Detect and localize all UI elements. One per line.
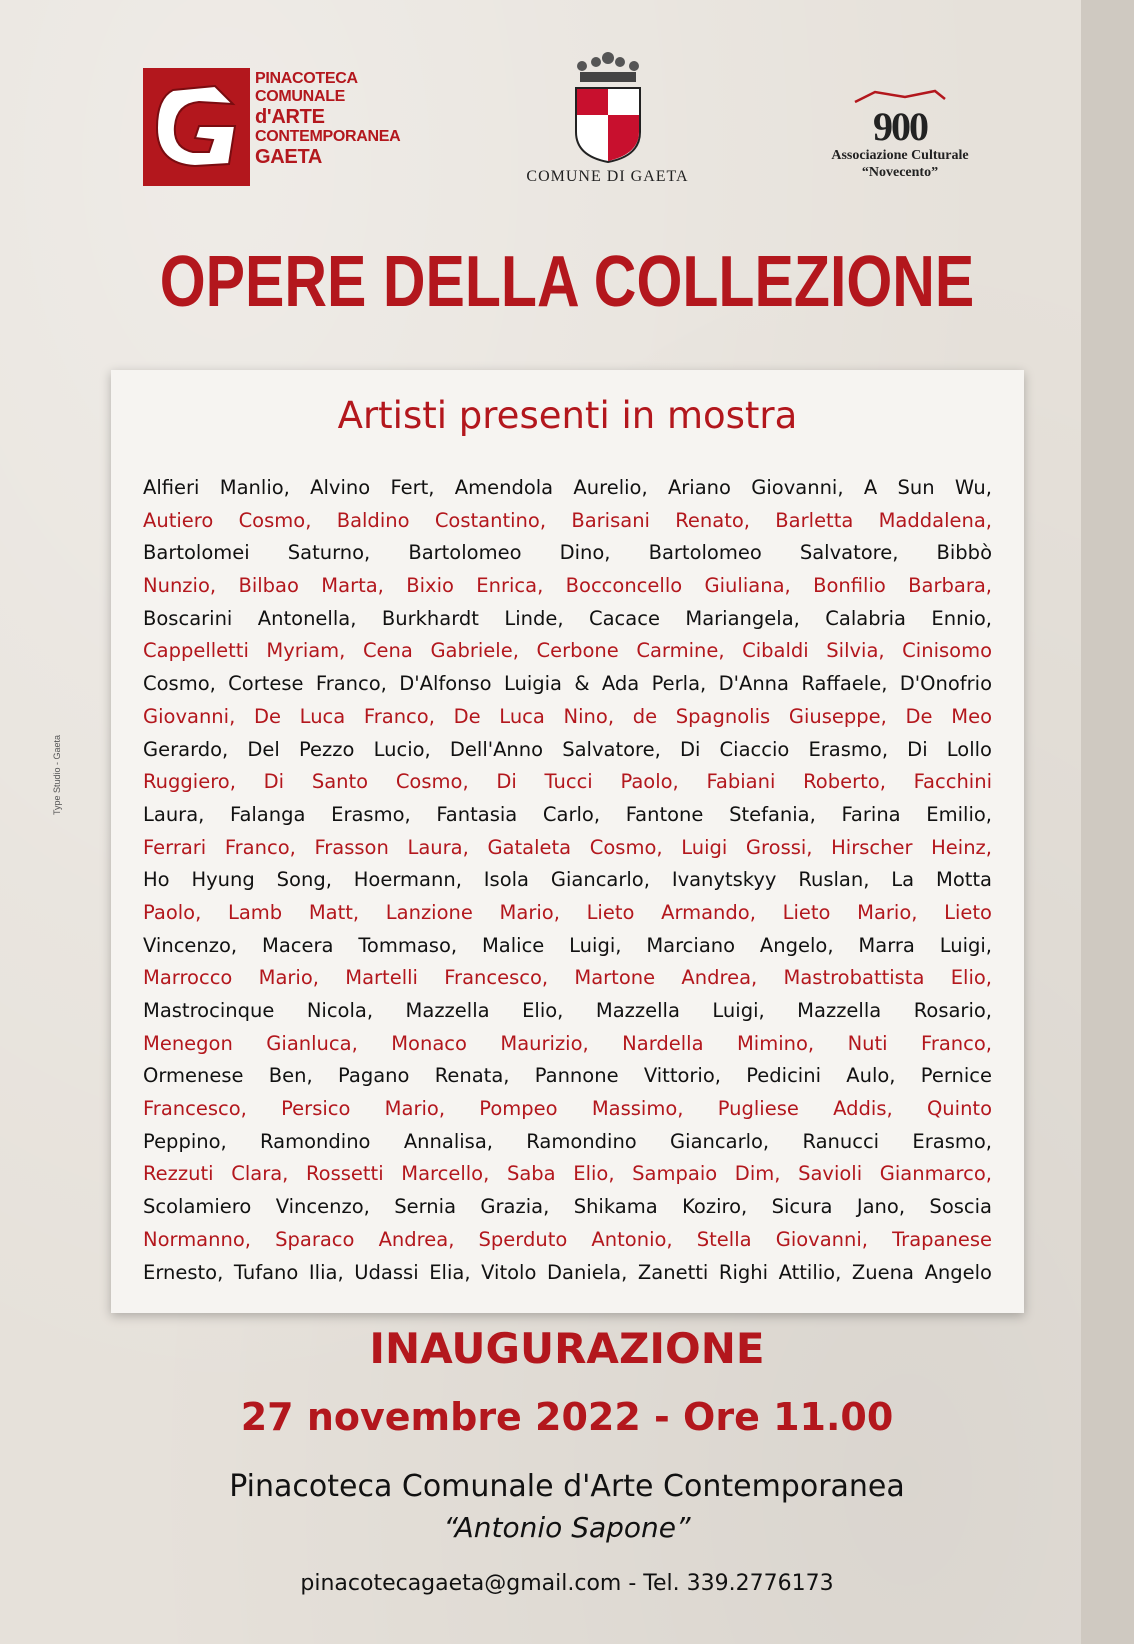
g-logo-icon xyxy=(143,68,250,186)
assoc-number: 900 xyxy=(873,104,927,149)
artist-line: Autiero Cosmo, Baldino Costantino, Barisani Renato, Barletta Maddalena, xyxy=(143,508,992,532)
artist-line: Alfieri Manlio, Alvino Fert, Amendola Aurelio, Ariano Giovanni, A Sun Wu, xyxy=(143,476,992,499)
artist-line: Nunzio, Bilbao Marta, Bixio Enrica, Bocconcello Giuliana, Bonfilio Barbara, xyxy=(143,574,992,598)
artist-line: Cappelletti Myriam, Cena Gabriele, Cerbone Carmine, Cibaldi Silvia, Cinisomo xyxy=(143,639,992,663)
artist-line: Ormenese Ben, Pagano Renata, Pannone Vittorio, Pedicini Aulo, Pernice xyxy=(143,1064,992,1088)
credit-text: Type Studio - Gaeta xyxy=(52,734,62,815)
artists-panel xyxy=(111,370,1024,1313)
assoc-subname: “Novecento” xyxy=(861,165,939,180)
artist-line: Francesco, Persico Mario, Pompeo Massimo, Pugliese Addis, Quinto xyxy=(143,1097,992,1121)
artist-line: Giovanni, De Luca Franco, De Luca Nino, de Spagnolis Giuseppe, De Meo xyxy=(143,704,992,728)
venue-subtitle: “Antonio Sapone” xyxy=(443,1511,691,1544)
pinacoteca-line: COMUNALE xyxy=(255,88,346,105)
comune-logo xyxy=(505,52,710,192)
artist-line: Cosmo, Cortese Franco, D'Alfonso Luigia & Ada Perla, D'Anna Raffaele, D'Onofrio xyxy=(143,672,992,696)
artist-line: Ferrari Franco, Frasson Laura, Gataleta Cosmo, Luigi Grossi, Hirscher Heinz, xyxy=(143,835,992,859)
contact-info: pinacotecagaeta@gmail.com - Tel. 339.2776173 xyxy=(300,1571,834,1596)
pinacoteca-line: CONTEMPORANEA xyxy=(255,128,401,145)
event-date: 27 novembre 2022 - Ore 11.00 xyxy=(240,1395,894,1439)
artist-line: Ernesto, Tufano Ilia, Udassi Elia, Vitolo Daniela, Zanetti Righi Attilio, Zuena Angelo xyxy=(143,1260,992,1284)
comune-label: COMUNE DI GAETA xyxy=(526,168,689,185)
artist-line: Scolamiero Vincenzo, Sernia Grazia, Shikama Koziro, Sicura Jano, Soscia xyxy=(143,1195,992,1219)
artists-list xyxy=(143,472,992,1289)
assoc-name: Associazione Culturale xyxy=(831,148,969,163)
pinacoteca-wordmark xyxy=(255,70,401,168)
venue-name: Pinacoteca Comunale d'Arte Contemporanea xyxy=(229,1469,905,1504)
artist-line: Gerardo, Del Pezzo Lucio, Dell'Anno Salvatore, Di Ciaccio Erasmo, Di Lollo xyxy=(143,737,992,761)
artist-line: Vincenzo, Macera Tommaso, Malice Luigi, Marciano Angelo, Marra Luigi, xyxy=(143,933,992,957)
roof-icon xyxy=(845,89,955,103)
inauguration-heading: INAUGURAZIONE xyxy=(369,1324,765,1373)
coat-of-arms-icon xyxy=(568,52,648,164)
artist-line: Ruggiero, Di Santo Cosmo, Di Tucci Paolo, Fabiani Roberto, Facchini xyxy=(143,770,992,794)
artist-line: Boscarini Antonella, Burkhardt Linde, Cacace Mariangela, Calabria Ennio, xyxy=(143,606,992,630)
artist-line: Ho Hyung Song, Hoermann, Isola Giancarlo, Ivanytskyy Ruslan, La Motta xyxy=(143,868,992,892)
artist-line: Bartolomei Saturno, Bartolomeo Dino, Bartolomeo Salvatore, Bibbò xyxy=(143,541,992,565)
pinacoteca-line: PINACOTECA xyxy=(255,70,358,87)
pinacoteca-line: d'ARTE xyxy=(255,106,325,128)
main-title: OPERE DELLA COLLEZIONE xyxy=(159,242,975,322)
pinacoteca-logo xyxy=(143,68,401,186)
panel-heading: Artisti presenti in mostra xyxy=(337,394,798,437)
artist-line: Paolo, Lamb Matt, Lanzione Mario, Lieto Armando, Lieto Mario, Lieto xyxy=(143,900,992,924)
artist-line: Peppino, Ramondino Annalisa, Ramondino Giancarlo, Ranucci Erasmo, xyxy=(143,1129,992,1153)
artist-line: Menegon Gianluca, Monaco Maurizio, Nardella Mimino, Nuti Franco, xyxy=(143,1031,992,1055)
novecento-logo xyxy=(800,88,1000,188)
artist-line: Rezzuti Clara, Rossetti Marcello, Saba Elio, Sampaio Dim, Savioli Gianmarco, xyxy=(143,1162,992,1186)
artist-line: Laura, Falanga Erasmo, Fantasia Carlo, Fantone Stefania, Farina Emilio, xyxy=(143,802,992,826)
pinacoteca-line: GAETA xyxy=(255,146,323,168)
artist-line: Mastrocinque Nicola, Mazzella Elio, Mazzella Luigi, Mazzella Rosario, xyxy=(143,999,992,1022)
artist-line: Normanno, Sparaco Andrea, Sperduto Antonio, Stella Giovanni, Trapanese xyxy=(143,1227,992,1251)
artist-line: Marrocco Mario, Martelli Francesco, Martone Andrea, Mastrobattista Elio, xyxy=(143,966,992,990)
